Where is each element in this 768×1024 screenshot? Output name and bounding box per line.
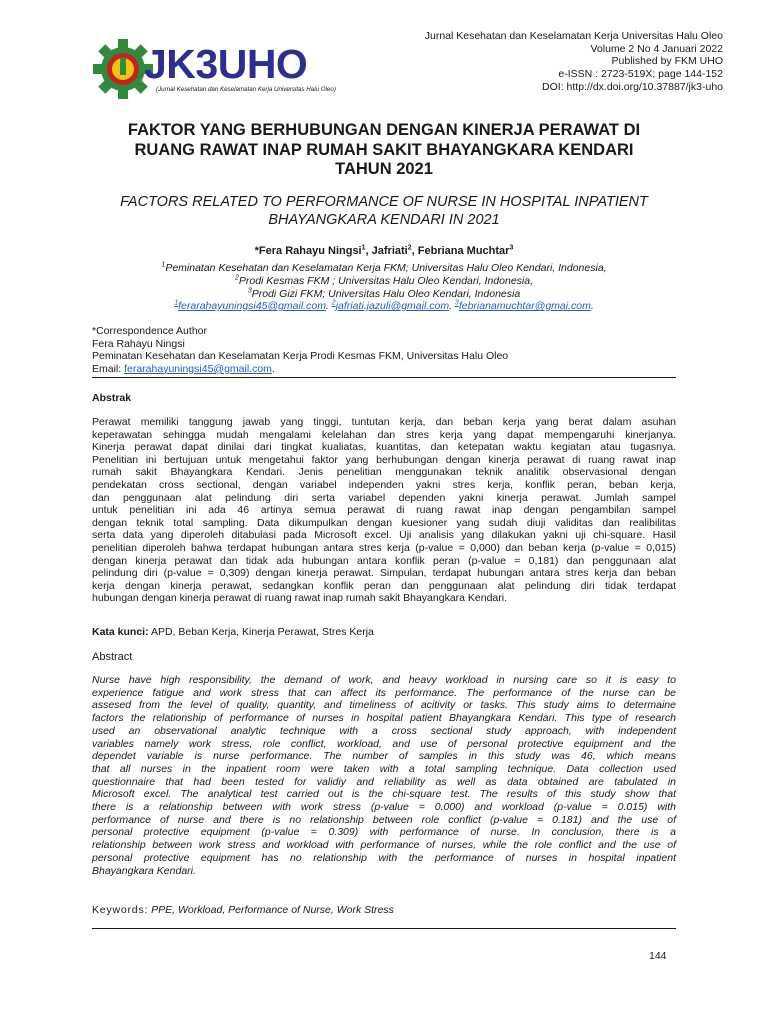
title-line: RUANG RAWAT INAP RUMAH SAKIT BHAYANGKARA KENDARI xyxy=(134,140,634,159)
separator: , xyxy=(365,245,372,257)
abstrak-line: serta data yang diperoleh ditabulasi pada Microsoft excel. Uji analisis yang dilakukan yakni uji chi-square. Hasil xyxy=(92,529,676,542)
abstract-heading: Abstract xyxy=(92,651,133,663)
abstrak-line: dengan teknik total sampling. Data dikumpulkan dengan kuesioner yang sudah diuji validitas dan realibilitas xyxy=(92,516,676,529)
journal-publisher: Published by FKM UHO xyxy=(611,55,723,68)
abstract-line: that all nurses in the inpatient room were taken with a total sampling technique. Data collection used xyxy=(92,762,676,775)
correspondence-label: *Correspondence Author xyxy=(92,325,207,337)
title-line: TAHUN 2021 xyxy=(335,160,433,178)
abstract-line: there is a relationship between with work stress (p-value = 0.000) and workload (p-value = 0.015) with xyxy=(92,801,676,814)
email-mark: 3 xyxy=(454,299,459,307)
abstrak-line: Kinerja perawat dapat dinilai dari tingkat kualiatas, kuantitas, dan ketepatan waktu kegiatan atau tugasnya. xyxy=(92,441,676,454)
kata-kunci-label: Kata kunci: xyxy=(92,626,149,638)
abstract-line: performance of nurse and there is no relationship between role conflict (p-value = 0.181) and the use of xyxy=(92,813,676,826)
affil-mark: 1 xyxy=(161,261,166,269)
separator: . xyxy=(271,362,275,375)
correspondence-email-link[interactable]: ferarahayuningsi45@gmail.com xyxy=(124,362,272,375)
author-name: Jafriati xyxy=(371,245,408,257)
divider xyxy=(92,377,676,378)
author-name: *Fera Rahayu Ningsi xyxy=(254,245,362,257)
correspondence-block xyxy=(92,325,508,375)
email-mark: 1 xyxy=(174,299,179,307)
abstract-line: used an observational analytic technique with a cross sectional study approach, with independent xyxy=(92,724,676,737)
kata-kunci-value: APD, Beban Kerja, Kinerja Perawat, Stres Kerja xyxy=(148,626,374,638)
keywords-label: Keywords: xyxy=(92,904,149,916)
author-affil-mark: 3 xyxy=(509,244,514,252)
abstrak-line: hubungan dengan kinerja perawat di ruang rawat inap rumah sakit Bhayangkara Kendari. xyxy=(92,592,508,605)
affiliation-1 xyxy=(0,262,768,275)
abstrak-body xyxy=(92,416,676,605)
affil-mark: 3 xyxy=(247,287,252,295)
correspondence-affiliation: Peminatan Kesehatan dan Keselamatan Kerja Prodi Kesmas FKM, Universitas Halu Oleo xyxy=(92,350,509,363)
correspondence-email-line xyxy=(92,363,508,376)
abstrak-heading: Abstrak xyxy=(92,392,132,404)
abstract-line: questionnaire that had been tested for validiy and reliability as well as data obtained are tabulated in xyxy=(92,775,676,788)
abstract-body xyxy=(92,674,676,877)
email-mark: 2 xyxy=(331,299,336,307)
separator: , xyxy=(411,245,418,257)
affil-text: Peminatan Kesehatan dan Keselamatan Kerja FKM; Universitas Halu Oleo Kendari, Indonesia, xyxy=(165,262,607,274)
abstract-line: experience fatigue and work stress that can affect its performance. The performance of the nurse can be xyxy=(92,686,676,699)
abstract-line: dependet variable is nurse performance. The number of samples in this study was 46, which means xyxy=(92,750,676,763)
email-link[interactable]: ferarahayuningsi45@gmail.com xyxy=(178,300,326,312)
journal-doi: DOI: http://dx.doi.org/10.37887/jk3-uho xyxy=(542,80,723,93)
abstract-line: Nurse have high responsibility, the demand of work, and heavy workload in nursing care so it is easy to xyxy=(92,674,676,686)
kata-kunci xyxy=(92,626,374,638)
logo-subtitle: (Jurnal Kesehatan dan Keselamatan Kerja Universitas Halu Oleo) xyxy=(156,86,336,93)
logo-wordmark: JK3UHO xyxy=(144,41,308,87)
abstrak-line: Penelitian ini bertujuan untuk mengetahui faktor yang berhubungan dengan kinerja perawat di ruang rawat inap xyxy=(92,453,676,466)
author-emails xyxy=(0,300,768,312)
abstrak-line: pelindung diri (p-value = 0,309) dengan kinerja perawat. Simpulan, terdapat hubungan antara stres kerja dan beban xyxy=(92,567,676,580)
abstract-line: personal protective equipment (p-value = 0.309) with performance of nurse. In conclusion, there is a xyxy=(92,826,676,839)
affil-mark: 2 xyxy=(234,274,239,282)
email-link[interactable]: febrianamuchtar@gmai.com xyxy=(458,300,591,312)
abstract-line: personal protective equipment has no relationship with the performance of nurses in hospital inpatient xyxy=(92,851,676,864)
email-link[interactable]: jafriati.jazuli@gmail.com xyxy=(335,300,450,312)
page-number: 144 xyxy=(649,950,667,962)
abstrak-line: dengan kinerja perawat dan tidak ada hubungan antara konflik peran (p-value = 0,181) dan penggunaan alat xyxy=(92,554,676,567)
abstrak-line: untuk penelitian ini ada 46 artinya semua perawat di ruang rawat inap dengan pengambilan sampel xyxy=(92,504,676,517)
abstract-line: assesed from the level of quality, quantity, and timeliness of acitivity or tasks. This study aims to determaine xyxy=(92,699,676,712)
journal-name: Jurnal Kesehatan dan Keselamatan Kerja Universitas Halu Oleo xyxy=(424,30,723,42)
affiliation-3 xyxy=(0,288,768,301)
abstrak-line: dan penggunaan alat pelindung diri serta variabel dependen yakni kinerja perawat. Jumlah sampel xyxy=(92,491,676,504)
abstrak-line: penelitian diperoleh bahwa terdapat hubungan antara stres kerja (p-value = 0,000) dan beban kerja (p-value = 0,015) xyxy=(92,541,676,554)
paper-title-indonesian xyxy=(70,121,698,180)
separator: . xyxy=(449,300,455,312)
abstract-line: Microsoft excel. The analytical test carried out is the chi-square test. The results of this study show that xyxy=(92,788,676,801)
journal-issn: e-ISSN : 2723-519X; page 144-152 xyxy=(558,68,723,81)
abstract-line: variables namely work stress, role conflict, workload, and use of personal protective equipment and the xyxy=(92,737,676,750)
affil-text: Prodi Kesmas FKM ; Universitas Halu Oleo Kendari, Indonesia, xyxy=(238,275,534,287)
email-label: Email: xyxy=(92,362,125,375)
author-name: Febriana Muchtar xyxy=(417,245,510,257)
title-line: BHAYANGKARA KENDARI IN 2021 xyxy=(268,211,500,228)
abstrak-line: keperawatan sehingga mudah mengalami kelelahan dan stres kerja yang dapat mempengaruhi kinerjanya. xyxy=(92,428,676,441)
separator: . xyxy=(325,300,332,312)
abstrak-line: Perawat memiliki tanggung jawab yang tinggi, tuntutan kerja, dan beban kerja yang berat dalam asuhan xyxy=(92,416,676,428)
journal-logo xyxy=(92,38,340,102)
abstract-line: factors the relationship of performance of nurses in hospital patient Bhayangkara Kendari. This type of research xyxy=(92,712,676,725)
title-line: FACTORS RELATED TO PERFORMANCE OF NURSE IN HOSPITAL INPATIENT xyxy=(120,194,648,210)
author-affil-mark: 2 xyxy=(407,244,412,252)
affiliation-2 xyxy=(0,275,768,288)
footer-divider xyxy=(92,928,676,929)
correspondence-name: Fera Rahayu Ningsi xyxy=(92,337,185,350)
journal-volume: Volume 2 No 4 Januari 2022 xyxy=(590,42,723,55)
abstract-line: relationship between work stress and workload with performance of nurses, while the role conflict and the use of xyxy=(92,839,676,852)
author-list xyxy=(0,245,768,257)
paper-title-english xyxy=(80,194,688,229)
journal-info xyxy=(425,30,723,94)
keywords-value: PPE, Workload, Performance of Nurse, Work Stress xyxy=(148,904,394,916)
abstract-line: Bhayangkara Kendari. xyxy=(92,864,196,877)
affil-text: Prodi Gizi FKM; Universitas Halu Oleo Kendari, Indonesia xyxy=(251,288,521,300)
abstrak-line: rumah sakit Bhayangkara Kendari. Jenis penelitian menggunakan teknik analitik observasional dengan xyxy=(92,466,676,479)
abstrak-line: kerja dengan kinerja perawat, sedangkan konflik peran dan penggunaan alat pelindung diri tidak terdapat xyxy=(92,579,676,592)
author-affil-mark: 1 xyxy=(361,244,366,252)
title-line: FAKTOR YANG BERHUBUNGAN DENGAN KINERJA PERAWAT DI xyxy=(127,121,641,139)
keywords xyxy=(92,904,394,916)
abstrak-line: pendekatan cross sectional, dengan variabel independen yakni stres kerja, konflik peran, beban kerja, xyxy=(92,478,676,491)
separator: . xyxy=(590,300,594,312)
